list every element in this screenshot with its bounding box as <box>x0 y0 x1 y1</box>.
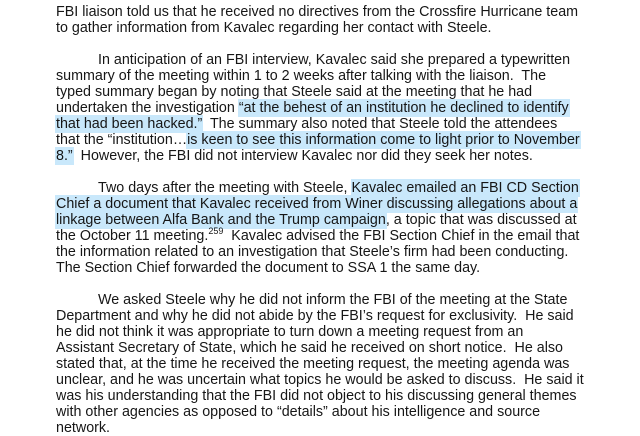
text-line: The Section Chief forwarded the document to SSA 1 the same day. <box>56 260 481 276</box>
text-line: We asked Steele why he did not inform the FBI of the meeting at the State <box>98 292 568 308</box>
text-line <box>98 180 579 196</box>
highlighted-quote: “at the behest of an institution he declined to identify <box>238 100 569 116</box>
highlighted-quote: is keen to see this information come to light prior to November <box>187 132 580 148</box>
text-segment: , a topic that was discussed at <box>385 212 577 228</box>
text-line: network. <box>56 420 111 436</box>
highlighted-passage: linkage between Alfa Bank and the Trump campaign <box>56 212 386 228</box>
text-segment: that the “institution… <box>56 132 188 148</box>
highlighted-quote: 8.” <box>56 148 73 164</box>
text-line: to gather information from Kavalec regarding her contact with Steele. <box>56 20 492 36</box>
highlighted-quote: that had been hacked.” <box>56 116 203 132</box>
text-line: Assistant Secretary of State, which he said he received on short notice. He also <box>56 340 564 356</box>
text-segment: Two days after the meeting with Steele, <box>98 180 352 196</box>
text-line: he did not think it was appropriate to turn down a meeting request from an <box>56 324 524 340</box>
text-line: Department and why he did not abide by the FBI’s request for exclusivity. He said <box>56 308 574 324</box>
text-line: In anticipation of an FBI interview, Kavalec said she prepared a typewritten <box>98 52 571 68</box>
highlighted-passage: Chief a document that Kavalec received from Winer discussing allegations about a <box>56 196 578 212</box>
text-line <box>56 116 557 132</box>
text-line <box>56 100 569 116</box>
text-segment: the October 11 meeting. <box>56 228 209 244</box>
text-line <box>56 196 577 212</box>
text-line: unclear, and he was uncertain what topics he would be asked to discuss. He said it <box>56 372 584 388</box>
highlighted-passage: Kavalec emailed an FBI CD Section <box>351 180 579 196</box>
text-line <box>56 212 577 228</box>
text-line: typed summary began by noting that Steele said at the meeting that he had <box>56 84 533 100</box>
text-line <box>56 132 580 148</box>
text-line <box>56 228 579 244</box>
text-line: with other agencies as opposed to “details” about his intelligence and source <box>56 404 541 420</box>
text-segment: undertaken the investigation <box>56 100 239 116</box>
text-line: summary of the meeting within 1 to 2 weeks after talking with the liaison. The <box>56 68 547 84</box>
text-line: the information related to an investigation that Steele’s firm had been conducting. <box>56 244 569 260</box>
text-segment: The summary also noted that Steele told the attendees <box>202 116 558 132</box>
text-line: stated that, at the time he received the meeting request, the meeting agenda was <box>56 356 570 372</box>
text-line <box>56 148 533 164</box>
footnote-marker: 259 <box>208 226 224 237</box>
text-segment: Kavalec advised the FBI Section Chief in the email that <box>223 228 580 244</box>
text-line: FBI liaison told us that he received no directives from the Crossfire Hurricane team <box>56 4 579 20</box>
text-segment: However, the FBI did not interview Kavalec nor did they seek her notes. <box>72 148 533 164</box>
text-line: was his understanding that the FBI did not object to his discussing general themes <box>56 388 577 404</box>
